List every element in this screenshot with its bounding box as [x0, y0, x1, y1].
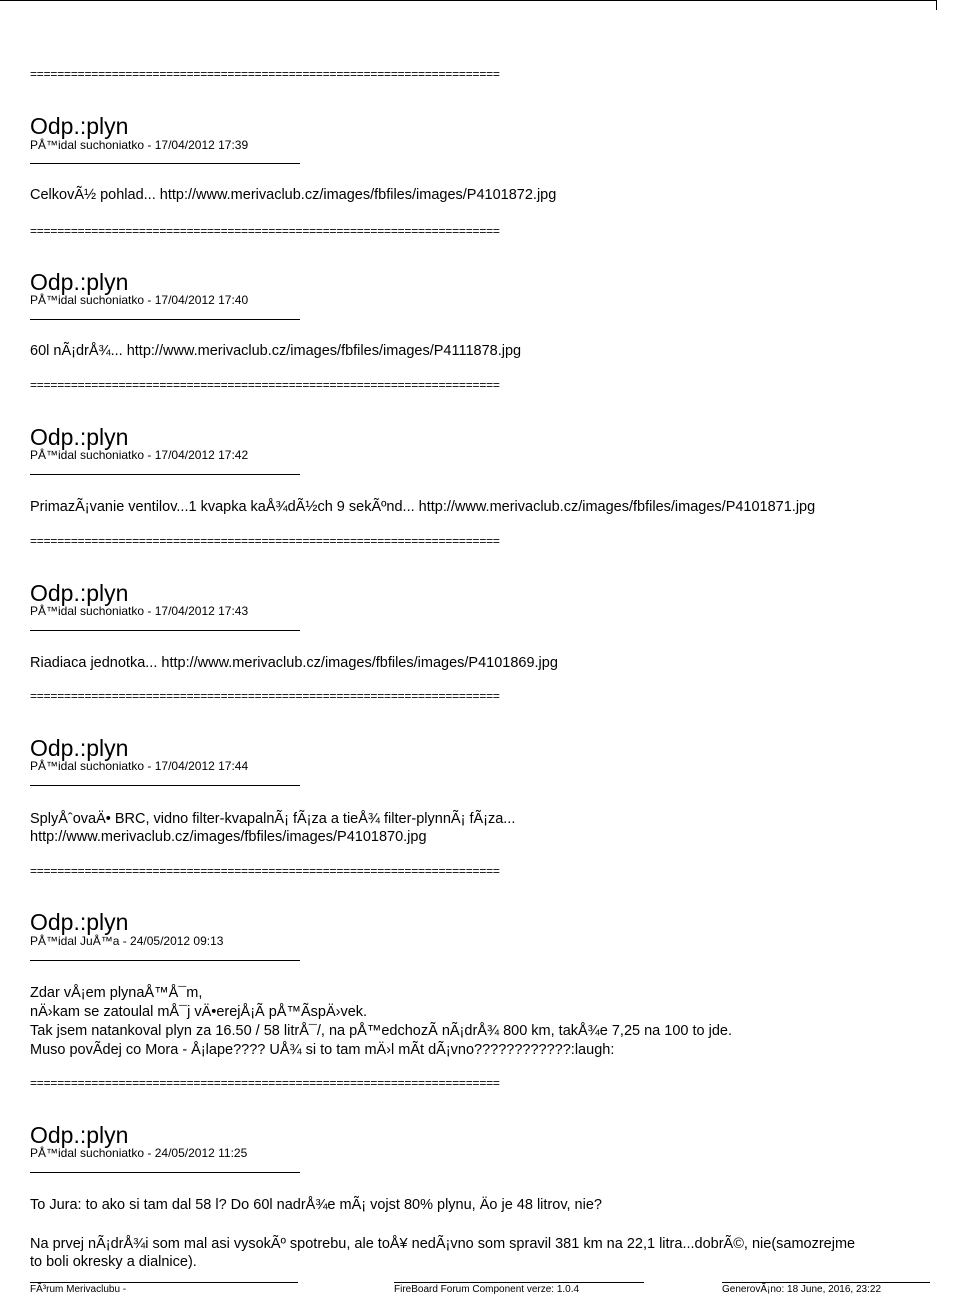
post-body-line: to boli okresky a dialnice). [30, 1254, 197, 1270]
footer-forum-name: FÃ³rum Merivaclubu - [30, 1284, 127, 1295]
post-meta: PÅ™idal suchoniatko - 17/04/2012 17:39 [30, 138, 249, 152]
top-border [0, 0, 936, 1]
footer-rule-center [394, 1282, 644, 1283]
post-meta: PÅ™idal suchoniatko - 17/04/2012 17:40 [30, 293, 249, 307]
post-body-line: 60l nÃ¡drÅ¾... http://www.merivaclub.cz/images/fbfiles/images/P4111878.jpg [30, 343, 522, 359]
separator: ===================================================================== [30, 864, 500, 878]
separator: ===================================================================== [30, 378, 500, 392]
separator: ===================================================================== [30, 689, 500, 703]
post-meta: PÅ™idal suchoniatko - 17/04/2012 17:43 [30, 604, 249, 618]
post-title: Odp.:plyn [30, 113, 129, 139]
post-body-line: Tak jsem natankoval plyn za 16.50 / 58 litrÅ¯/, na pÅ™edchozÃ nÃ¡drÅ¾ 800 km, takÅ¾e 7,25 na 100 to jde. [30, 1023, 732, 1039]
post-meta: PÅ™idal suchoniatko - 17/04/2012 17:44 [30, 759, 249, 773]
post-title: Odp.:plyn [30, 909, 129, 935]
separator: ===================================================================== [30, 224, 500, 238]
post-title: Odp.:plyn [30, 735, 129, 761]
post-body-line: Muso povÃdej co Mora - Å¡lape???? UÅ¾ si to tam mÄ›l mÃt dÃ¡vno????????????:laugh: [30, 1042, 615, 1058]
post-title: Odp.:plyn [30, 424, 129, 450]
post-rule [30, 319, 300, 320]
post-body-line: Na prvej nÃ¡drÅ¾i som mal asi vysokÃº spotrebu, ale toÅ¥ nedÃ¡vno som spravil 381 km na 22,1 litra...dobrÃ©, nie(samozrejme [30, 1236, 856, 1252]
separator: ===================================================================== [30, 1076, 500, 1090]
post-rule [30, 474, 300, 475]
footer-generated-date: GenerovÃ¡no: 18 June, 2016, 23:22 [722, 1284, 882, 1295]
post-rule [30, 1172, 300, 1173]
post-rule [30, 163, 300, 164]
post-body-line: nÄ›kam se zatoulal mÅ¯j vÄ•erejÅ¡Ã pÅ™ÃspÄ›vek. [30, 1004, 368, 1020]
post-body-line: CelkovÃ½ pohlad... http://www.merivaclub.cz/images/fbfiles/images/P4101872.jpg [30, 187, 557, 203]
footer-rule-right [722, 1282, 930, 1283]
post-title: Odp.:plyn [30, 580, 129, 606]
top-border-tick [936, 0, 937, 10]
post-title: Odp.:plyn [30, 1122, 129, 1148]
post-rule [30, 785, 300, 786]
footer-rule-left [30, 1282, 298, 1283]
post-body-line: Riadiaca jednotka... http://www.merivaclub.cz/images/fbfiles/images/P4101869.jpg [30, 655, 558, 671]
post-rule [30, 960, 300, 961]
separator: ===================================================================== [30, 534, 500, 548]
post-body-line: To Jura: to ako si tam dal 58 l? Do 60l nadrÅ¾e mÃ¡ vojst 80% plynu, Äo je 48 litrov, nie? [30, 1197, 602, 1213]
post-rule [30, 630, 300, 631]
post-meta: PÅ™idal suchoniatko - 24/05/2012 11:25 [30, 1146, 248, 1160]
post-body-line: Zdar vÅ¡em plynaÅ™Å¯m, [30, 985, 203, 1001]
post-body-line: http://www.merivaclub.cz/images/fbfiles/images/P4101870.jpg [30, 829, 427, 845]
footer-component-version: FireBoard Forum Component verze: 1.0.4 [394, 1284, 580, 1295]
post-body-line: SplyÅˆovaÄ• BRC, vidno filter-kvapalnÃ¡ fÃ¡za a tieÅ¾ filter-plynnÃ¡ fÃ¡za... [30, 811, 516, 827]
post-title: Odp.:plyn [30, 269, 129, 295]
post-body-line: PrimazÃ¡vanie ventilov...1 kvapka kaÅ¾dÃ½ch 9 sekÃºnd... http://www.merivaclub.cz/images/fbfiles/images/P4101871.jpg [30, 499, 816, 515]
separator: ===================================================================== [30, 67, 500, 81]
post-meta: PÅ™idal JuÅ™a - 24/05/2012 09:13 [30, 934, 224, 948]
post-meta: PÅ™idal suchoniatko - 17/04/2012 17:42 [30, 448, 249, 462]
